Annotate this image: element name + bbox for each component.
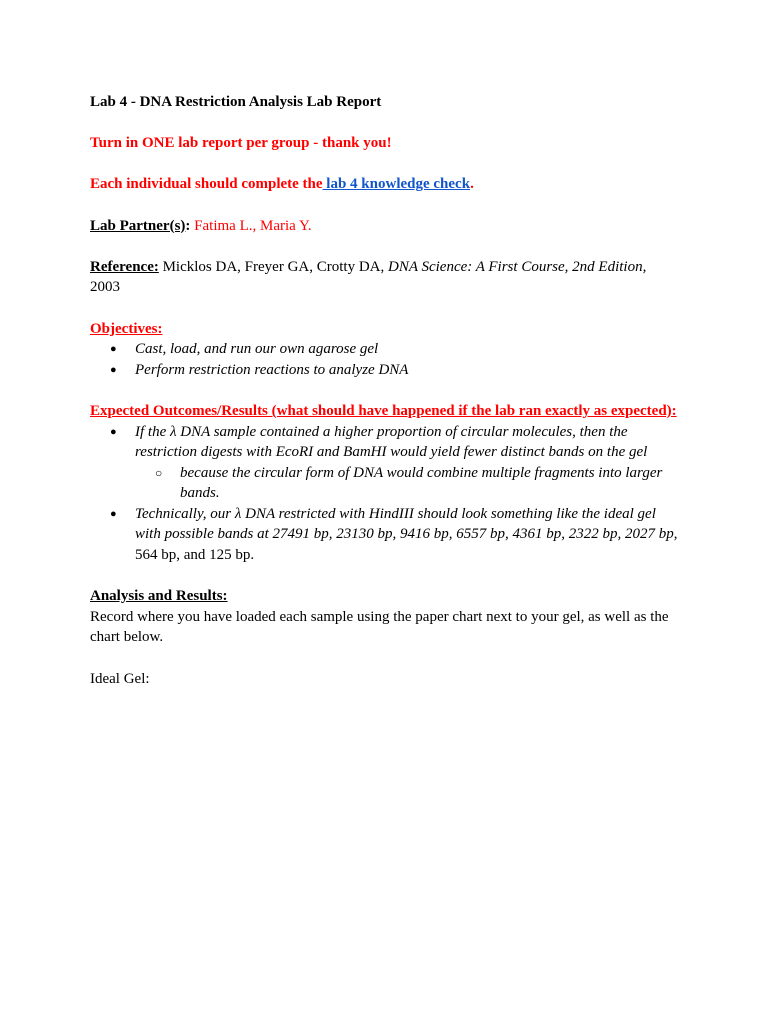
reference-year: 2003 (90, 279, 120, 296)
reference-label: Reference: (90, 258, 159, 275)
objectives-list (90, 339, 680, 380)
document-title: Lab 4 - DNA Restriction Analysis Lab Report (90, 94, 382, 110)
ideal-gel-label: Ideal Gel: (90, 670, 150, 687)
outcome-1-sublist (135, 463, 680, 504)
lab-partners (90, 216, 680, 237)
document-page (90, 92, 680, 689)
partners-label: Lab Partner(s) (90, 217, 186, 234)
objective-item: ● Cast, load, and run our own agarose gel (90, 339, 680, 360)
reference (90, 257, 680, 298)
analysis-text: Record where you have loaded each sample using the paper chart next to your gel, as well as the chart below. (90, 608, 669, 646)
individual-prefix: Each individual should complete the (90, 176, 323, 193)
outcomes-list (90, 422, 680, 566)
outcome-1-text: If the λ DNA sample contained a higher proportion of circular molecules, then the restriction digests with EcoRI and BamHI would yield fewer distinct bands on the gel (135, 423, 648, 461)
outcome-2-rest: , 564 bp, and 125 bp. (135, 526, 678, 564)
individual-notice (90, 174, 680, 195)
partners-colon: : (185, 217, 191, 234)
outcome-item (90, 422, 680, 504)
reference-title: DNA Science: A First Course, 2nd Edition, (388, 258, 647, 275)
reference-authors: Micklos DA, Freyer GA, Crotty DA, (158, 258, 388, 275)
outcomes-heading: Expected Outcomes/Results (what should have happened if the lab ran exactly as expected): (90, 402, 677, 419)
outcome-subitem: ○ because the circular form of DNA would combine multiple fragments into larger bands. (135, 463, 680, 504)
partners-value: Fatima L., Maria Y. (190, 217, 312, 234)
individual-suffix: . (470, 176, 474, 193)
outcome-2-text: Technically, our λ DNA restricted with HindIII should look something like the ideal gel with possible bands at 27491 bp, 23130 bp, 9416 bp, 6557 bp, 4361 bp, 2322 bp, 2027 bp (135, 505, 674, 543)
turn-in-notice: Turn in ONE lab report per group - thank you! (90, 135, 392, 152)
outcome-item (90, 504, 680, 566)
objective-item: ● Perform restriction reactions to analyze DNA (90, 360, 680, 381)
analysis-heading: Analysis and Results: (90, 588, 228, 605)
knowledge-check-link[interactable]: lab 4 knowledge check (322, 176, 471, 193)
objectives-heading: Objectives: (90, 320, 163, 337)
